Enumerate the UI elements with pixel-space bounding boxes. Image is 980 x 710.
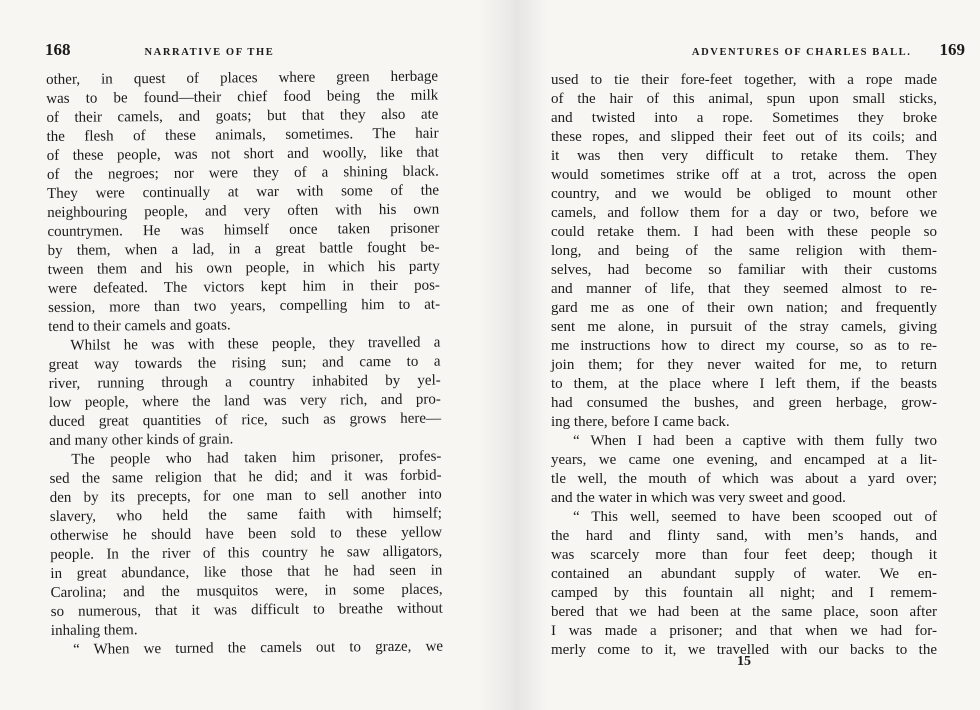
text-line: Whilst he was with these people, they travelled a [70, 334, 441, 354]
text-line: ing there, before I came back. [551, 414, 730, 430]
text-line: great way towards the rising sun; and came to a [48, 353, 441, 373]
text-line: countrymen. He was himself once taken prisoner [47, 220, 440, 240]
text-line: duced great quantities of rice, such as grows here— [48, 410, 442, 430]
text-line: had consumed the bushes, and green herbage, grow- [551, 395, 937, 411]
text-line: I was made a prisoner; and that when we had for- [551, 623, 937, 639]
text-line: They were continually at war with some of the [47, 182, 440, 202]
text-line: and twisted into a rope. Sometimes they broke [551, 110, 937, 126]
text-line: bered that we had been at the same place, soon after [551, 604, 937, 620]
text-line: tle well, the mouth of which was about a yard over; [551, 471, 937, 487]
text-line: tend to their camels and goats. [48, 317, 231, 335]
right-text-column [551, 71, 937, 660]
right-running-head-title: ADVENTURES OF CHARLES BALL. [691, 47, 912, 58]
text-line: in great abundance, like those that he had seen in [50, 562, 443, 582]
text-line: and many other kinds of grain. [49, 431, 234, 449]
text-line: to them, at the place where I left them, if the beasts [551, 376, 937, 392]
text-line: and manner of life, that they seemed almost to re- [551, 281, 937, 297]
text-line: was to be found—their chief food being the milk [46, 87, 439, 107]
text-line: were defeated. The victors kept him in their pos- [47, 277, 440, 297]
left-running-header [45, 40, 440, 62]
text-line: sed the same religion that he did; and it was forbid- [49, 467, 442, 487]
text-line: join them; for they never waited for me, to return [551, 357, 937, 373]
text-line: inhaling them. [50, 622, 138, 639]
text-line: it was then very difficult to retake them. They [551, 148, 937, 164]
text-line: and the water in which was very sweet and good. [551, 490, 846, 506]
text-line: used to tie their fore-feet together, with a rope made [551, 72, 937, 88]
text-line: other, in quest of places where green herbage [46, 68, 439, 88]
text-line: of the hair of this animal, spun upon small sticks, [551, 91, 937, 107]
text-line: people. In the river of this country he saw alligators, [50, 543, 443, 563]
text-line: “ When we turned the camels out to graze, we [72, 638, 444, 658]
text-line: years, we came one evening, and encamped at a lit- [551, 452, 937, 468]
text-line: Carolina; and the musquitos were, in some places, [50, 581, 443, 601]
text-line: sent me alone, in pursuit of the stray camels, giving [551, 319, 937, 335]
text-line: camped by this fountain all night; and I remem- [551, 585, 937, 601]
text-line: “ When I had been a captive with them fully two [573, 433, 937, 449]
text-line: would sometimes strike off at a trot, across the open [551, 167, 937, 183]
text-line: country, and we would be obliged to mount other [551, 186, 937, 202]
left-running-head-title: NARRATIVE OF THE [144, 47, 275, 58]
text-line: den by its precepts, for one man to sell another into [49, 486, 442, 506]
right-running-header [608, 40, 965, 62]
right-page-number: 169 [939, 40, 965, 59]
text-line: me instructions how to direct my course, so as to re- [551, 338, 937, 354]
text-line: merly come to it, we travelled with our backs to the [551, 642, 937, 658]
text-line: was scarcely more than four feet deep; though it [551, 547, 937, 563]
left-text-column [46, 68, 443, 660]
text-line: The people who had taken him prisoner, profes- [71, 448, 442, 468]
text-line: river, running through a country inhabited by yel- [48, 372, 441, 392]
text-line: could retake them. I had been with these people so [551, 224, 937, 240]
text-line: slavery, who held the same faith with himself; [49, 505, 442, 525]
text-line: session, more than two years, compelling him to at- [47, 296, 441, 316]
text-line: of the negroes; nor were they of a shining black. [46, 163, 439, 183]
text-line: “ This well, seemed to have been scooped out of [573, 509, 937, 525]
text-line: low people, where the land was very rich, and pro- [48, 391, 441, 411]
text-line: by them, when a lad, in a great battle fought be- [47, 239, 440, 259]
text-line: the hard and flinty sand, with men’s hands, and [551, 528, 937, 544]
text-line: gard me as one of their own nation; and frequently [551, 300, 937, 316]
text-line: of their camels, and goats; but that they also ate [46, 106, 439, 126]
text-line: otherwise he should have been sold to these yellow [49, 524, 443, 544]
text-line: camels, and follow them for a day or two, before we [551, 205, 937, 221]
text-line: selves, had become so familiar with their customs [551, 262, 937, 278]
text-line: contained an abundant supply of water. We en- [551, 566, 937, 582]
text-line: the flesh of these animals, sometimes. The hair [46, 125, 439, 145]
text-line: long, and being of the same religion with them- [551, 243, 937, 259]
signature-mark: 15 [737, 654, 751, 669]
right-page [490, 0, 980, 710]
text-line: neighbouring people, and very often with his own [47, 201, 440, 221]
text-line: of these people, was not short and woolly, like that [46, 144, 439, 164]
text-line: these ropes, and slipped their feet out of its coils; and [551, 129, 937, 145]
left-page-number: 168 [45, 40, 71, 59]
text-line: tween them and his own people, in which his party [47, 258, 440, 278]
text-line: so numerous, that it was difficult to breathe without [50, 600, 443, 620]
